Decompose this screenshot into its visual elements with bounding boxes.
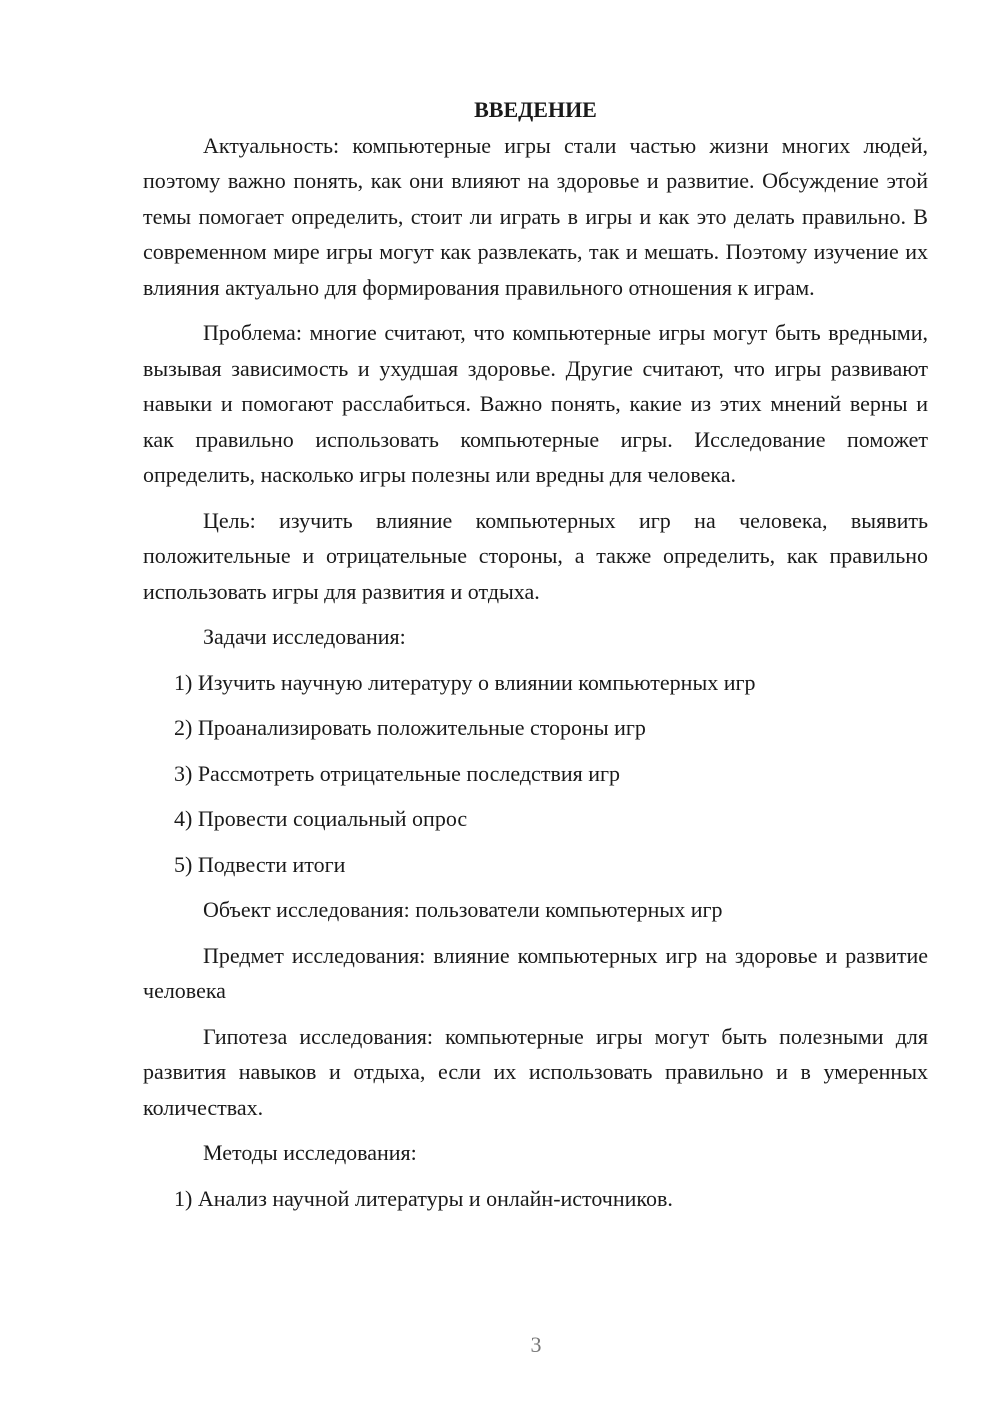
page-number: 3 <box>530 1332 542 1357</box>
page-title: ВВЕДЕНИЕ <box>474 97 597 122</box>
object-paragraph: Объект исследования: пользователи компьютерных игр <box>203 897 723 922</box>
task-item: 5) Подвести итоги <box>174 851 346 877</box>
task-item: 4) Провести социальный опрос <box>174 806 468 831</box>
hypothesis-paragraph: Гипотеза исследования: компьютерные игры могут быть полезными для развития навыков и отдыха, если их использовать правильно и в умеренных количествах. <box>143 1023 928 1120</box>
methods-list <box>143 1181 928 1217</box>
goal-paragraph: Цель: изучить влияние компьютерных игр на человека, выявить положительные и отрицательные стороны, а также определить, как правильно использовать игры для развития и отдыха. <box>143 507 928 604</box>
task-item: 3) Рассмотреть отрицательные последствия игр <box>174 760 621 786</box>
task-item: 1) Изучить научную литературу о влиянии компьютерных игр <box>174 669 756 695</box>
relevance-paragraph: Актуальность: компьютерные игры стали частью жизни многих людей, поэтому важно понять, как они влияют на здоровье и развитие. Обсуждение этой темы помогает определить, стоит ли играть в игры и как это делать правильно. В современном мире игры могут как развлекать, так и мешать. Поэтому изучение их влияния актуально для формирования правильного отношения к играм. <box>143 132 928 300</box>
page-content <box>143 92 928 1226</box>
method-item: 1) Анализ научной литературы и онлайн-источников. <box>174 1185 673 1211</box>
methods-heading: Методы исследования: <box>203 1140 417 1165</box>
tasks-heading: Задачи исследования: <box>203 624 406 649</box>
tasks-list <box>143 665 928 883</box>
subject-paragraph: Предмет исследования: влияние компьютерных игр на здоровье и развитие человека <box>143 942 928 1003</box>
problem-paragraph: Проблема: многие считают, что компьютерные игры могут быть вредными, вызывая зависимость и ухудшая здоровье. Другие считают, что игры развивают навыки и помогают расслабиться. Важно понять, какие из этих мнений верны и как правильно использовать компьютерные игры. Исследование поможет определить, насколько игры полезны или вредны для человека. <box>143 320 928 487</box>
task-item: 2) Проанализировать положительные стороны игр <box>174 715 646 740</box>
